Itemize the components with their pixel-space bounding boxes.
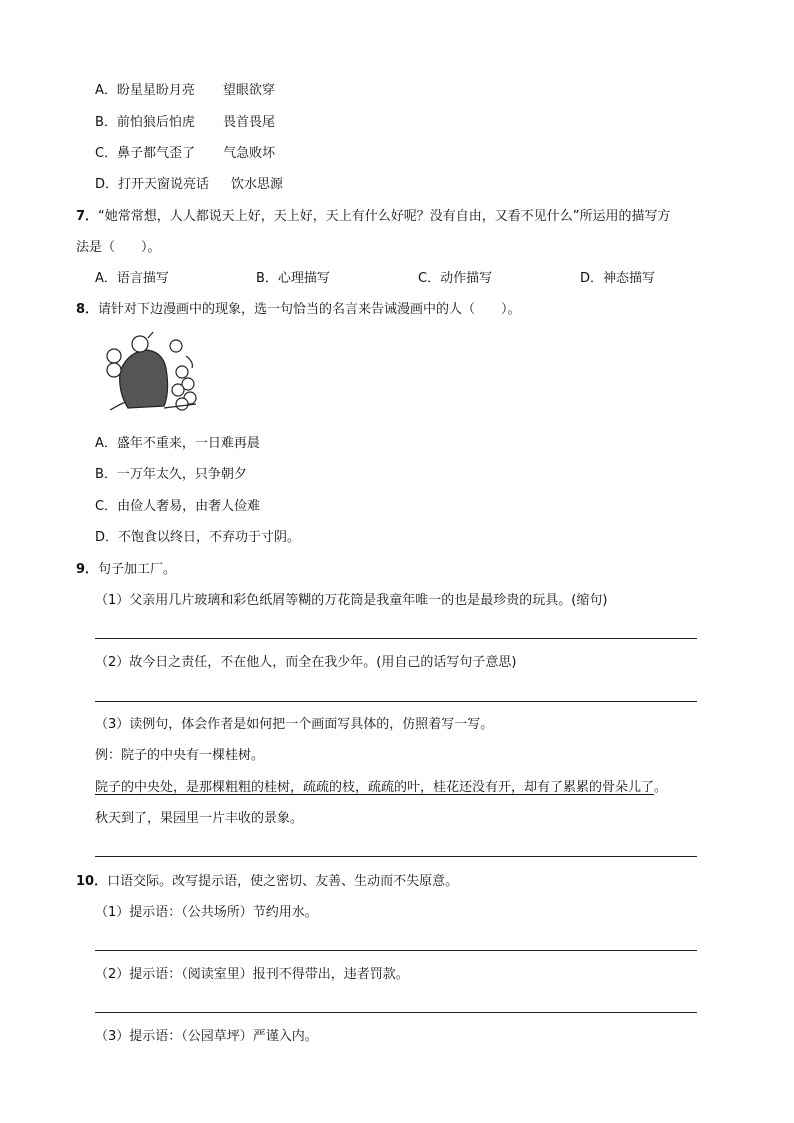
q9-answer-line-1[interactable] xyxy=(95,638,697,639)
q10-sub1: （1）提示语：（公共场所）节约用水。 xyxy=(95,905,318,920)
q7-option-c: C．动作描写 xyxy=(418,271,493,286)
q9-title: 9．句子加工厂。 xyxy=(76,562,177,577)
q9-answer-line-3[interactable] xyxy=(95,856,697,857)
q10-title: 10．口语交际。改写提示语，使之密切、友善、生动而不失原意。 xyxy=(76,874,459,889)
q8-option-b: B．一万年太久，只争朝夕 xyxy=(95,467,247,482)
q6-option-a: A．盼星星盼月亮 望眼欲穿 xyxy=(95,83,275,98)
q9-sub1: （1）父亲用几片玻璃和彩色纸屑等糊的万花筒是我童年唯一的也是最珍贵的玩具。(缩句) xyxy=(95,593,608,608)
q6-option-d: D．打开天窗说亮话 饮水思源 xyxy=(95,177,284,192)
q10-answer-line-1[interactable] xyxy=(95,950,697,951)
q9-example-expanded: 院子的中央处，是那棵粗粗的桂树，疏疏的枝，疏疏的叶，桂花还没有开，却有了累累的骨朵儿了。 xyxy=(95,780,668,795)
q8-option-d: D．不饱食以终日，不弃功于寸阴。 xyxy=(95,530,301,545)
q7-stem-line1: 7．“她常常想，人人都说天上好，天上好，天上有什么好呢？没有自由，又看不见什么”所运用的描写方 xyxy=(76,209,671,224)
q7-option-d: D．神态描写 xyxy=(580,271,656,286)
q10-sub2: （2）提示语：（阅读室里）报刊不得带出，违者罚款。 xyxy=(95,967,409,982)
q7-option-b: B．心理描写 xyxy=(256,271,330,286)
q9-example-underlined: 院子的中央处，是那棵粗粗的桂树，疏疏的枝，疏疏的叶，桂花还没有开，却有了累累的骨朵儿了 xyxy=(95,780,655,795)
q7-stem-line2: 法是（ ）。 xyxy=(76,240,161,255)
q6-option-b: B．前怕狼后怕虎 畏首畏尾 xyxy=(95,115,275,130)
cartoon-illustration xyxy=(100,332,200,414)
q8-number: 8． xyxy=(76,302,99,317)
q8-option-a: A．盛年不重来，一日难再晨 xyxy=(95,436,260,451)
q10-answer-line-2[interactable] xyxy=(95,1012,697,1013)
q7-number: 7． xyxy=(76,209,99,224)
q9-sub2: （2）故今日之责任，不在他人，而全在我少年。(用自己的话写句子意思) xyxy=(95,655,517,670)
q7-option-a: A．语言描写 xyxy=(95,271,169,286)
q8-stem: 8．请针对下边漫画中的现象，选一句恰当的名言来告诫漫画中的人（ ）。 xyxy=(76,302,521,317)
q9-sub3: （3）读例句，体会作者是如何把一个画面写具体的，仿照着写一写。 xyxy=(95,717,494,732)
q10-sub3: （3）提示语：（公园草坪）严谨入内。 xyxy=(95,1029,318,1044)
q8-option-c: C．由俭人奢易，由奢人俭难 xyxy=(95,499,261,514)
q9-example-label: 例：院子的中央有一棵桂树。 xyxy=(95,748,265,763)
q6-option-c: C．鼻子都气歪了 气急败坏 xyxy=(95,146,276,161)
q9-answer-line-2[interactable] xyxy=(95,701,697,702)
q9-number: 9． xyxy=(76,562,99,577)
q10-number: 10． xyxy=(76,874,108,889)
q9-prompt: 秋天到了，果园里一片丰收的景象。 xyxy=(95,811,304,826)
